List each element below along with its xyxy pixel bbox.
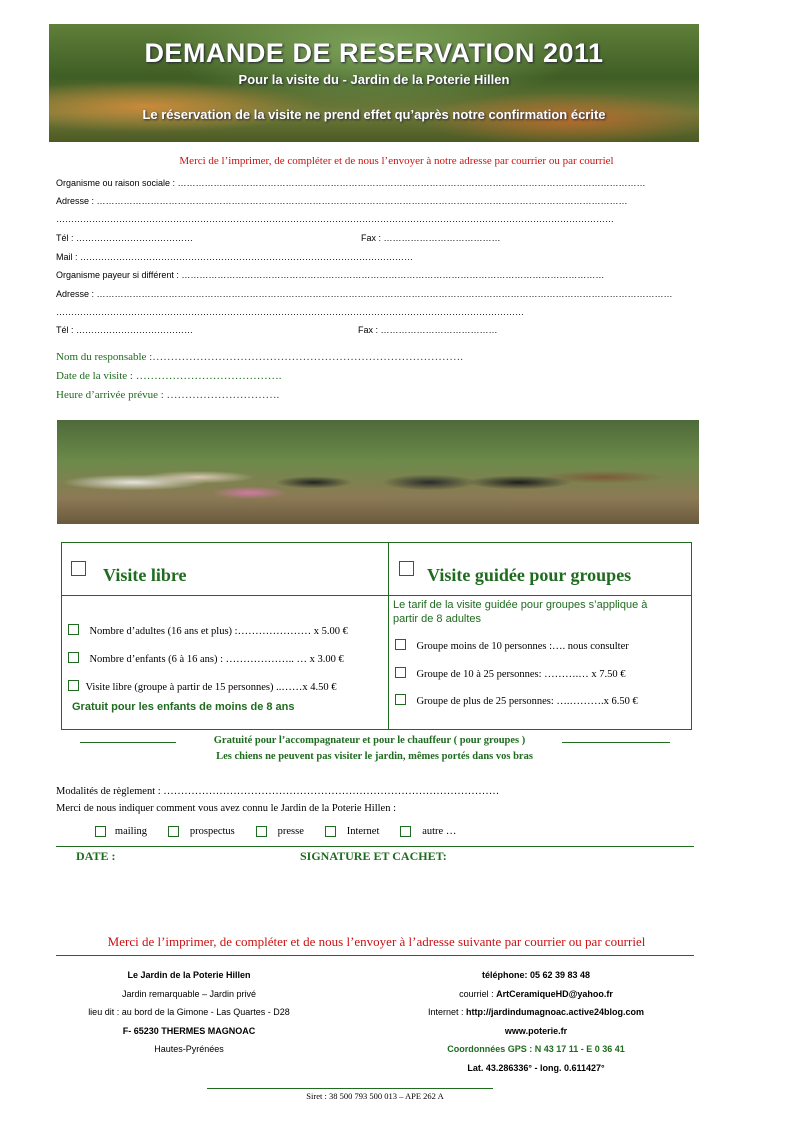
internet-checkbox[interactable] (325, 826, 336, 837)
date-visite-field[interactable]: Date de la visite : …………………………………. (56, 370, 282, 382)
enfants-label: Nombre d’enfants (6 à 16 ans) : ……………….. … x 3.00 € (89, 654, 344, 665)
address-name: Le Jardin de la Poterie Hillen (127, 970, 251, 980)
signature-divider (56, 846, 694, 847)
groupe-plus-25-row (395, 691, 638, 709)
confirmation-note: Le réservation de la visite ne prend effet qu’après notre confirmation écrite (142, 107, 606, 122)
visite-guidee-panel (388, 595, 692, 730)
latlong: Lat. 43.286336° - long. 0.611427° (467, 1062, 605, 1073)
mail-field[interactable]: Mail : ………………………………………………………………………………………………… (56, 252, 414, 262)
organisme-field[interactable]: Organisme ou raison sociale : ………………………………………………………………………………………………………………………………………… (56, 178, 646, 188)
groupe-libre-label: Visite libre (groupe à partir de 15 personnes) ..……x 4.50 € (85, 682, 337, 693)
enfants-row (68, 649, 344, 667)
adultes-label: Nombre d’adultes (16 ans et plus) :………………… x 5.00 € (89, 626, 348, 637)
address-line1: Jardin remarquable – Jardin privé (121, 988, 257, 999)
responsable-field[interactable]: Nom du responsable :…………………………………………………………………………. (56, 351, 463, 363)
visite-guidee-title: Visite guidée pour groupes (427, 565, 632, 585)
groupe-moins-10-checkbox[interactable] (395, 639, 406, 650)
visite-libre-checkbox[interactable] (71, 561, 86, 576)
visite-guidee-checkbox[interactable] (399, 561, 414, 576)
heure-field[interactable]: Heure d’arrivée prévue : …………………………. (56, 389, 280, 401)
payeur-adresse-line2-field[interactable]: ………………………………………………………………………………………………………………………………………… (56, 307, 524, 317)
visite-guidee-intro: Le tarif de la visite guidée pour groupes s’applique à partir de 8 adultes (393, 599, 648, 625)
gratuite-note: Gratuité pour l’accompagnateur et pour le chauffeur ( pour groupes ) (213, 735, 526, 746)
siret: Siret : 38 500 793 500 013 – APE 262 A (306, 1091, 444, 1101)
address-block (60, 966, 318, 1059)
groupe-10-25-label: Groupe de 10 à 25 personnes: ……….… x 7.50 € (416, 669, 626, 680)
visite-guidee-header (388, 542, 692, 596)
fax2-field[interactable]: Fax : ………………………………… (358, 325, 498, 335)
chiens-note: Les chiens ne peuvent pas visiter le jardin, mêmes portés dans vos bras (216, 751, 533, 762)
presse-label: presse (277, 826, 304, 837)
presse-checkbox[interactable] (256, 826, 267, 837)
contact-block (384, 966, 688, 1077)
autre-label: autre … (422, 826, 457, 837)
email-label: courriel : (459, 988, 497, 999)
instructions-bottom: Merci de l’imprimer, de compléter et de nous l’envoyer à l’adresse suivante par courrier ou par courriel (107, 934, 646, 949)
tel-field[interactable]: Tél : ………………………………… (56, 233, 194, 243)
sources-row (95, 825, 456, 837)
gps-value: N 43 17 11 - E 0 36 41 (534, 1044, 625, 1054)
header-banner (49, 24, 699, 142)
adultes-checkbox[interactable] (68, 624, 79, 635)
internet-label: Internet : (427, 1007, 466, 1017)
adultes-row (68, 621, 348, 639)
date-label: DATE : (76, 849, 116, 863)
groupe-plus-25-label: Groupe de plus de 25 personnes: ….……….x 6.50 € (416, 696, 638, 707)
page-title: DEMANDE DE RESERVATION 2011 (144, 38, 604, 68)
prospectus-label: prospectus (189, 826, 235, 837)
website-link[interactable]: http://jardindumagnoac.active24blog.com (466, 1007, 645, 1017)
tel2-field[interactable]: Tél : ………………………………… (56, 325, 194, 335)
connu-question: Merci de nous indiquer comment vous avez connu le Jardin de la Poterie Hillen : (56, 803, 396, 814)
autre-checkbox[interactable] (400, 826, 411, 837)
groupe-10-25-row (395, 664, 626, 682)
web-link[interactable]: www.poterie.fr (504, 1025, 568, 1036)
groupe-libre-row (68, 677, 336, 695)
payeur-field[interactable]: Organisme payeur si différent : …………………………………………………………………………………………………………………………… (56, 270, 605, 280)
signature-label: SIGNATURE ET CACHET: (300, 849, 447, 863)
groupe-moins-10-row (395, 636, 629, 654)
reglement-field[interactable]: Modalités de règlement : …………………………………………………………………………………… (56, 786, 500, 797)
gps-label: Coordonnées GPS : (447, 1044, 535, 1054)
internet-label: Internet (346, 826, 380, 837)
groupe-libre-checkbox[interactable] (68, 680, 79, 691)
contact-phone: téléphone: 05 62 39 83 48 (481, 970, 591, 980)
adresse-field[interactable]: Adresse : …………………………………………………………………………………………………………………………………………………………… (56, 196, 628, 206)
page-subtitle: Pour la visite du - Jardin de la Poterie Hillen (238, 72, 510, 87)
visite-libre-title: Visite libre (103, 565, 187, 585)
adresse-line2-field[interactable]: …………………………………………………………………………………………………………………………………………………………………… (56, 214, 614, 224)
fax-field[interactable]: Fax : ………………………………… (361, 233, 501, 243)
garden-visitors-photo (57, 420, 699, 524)
email-link[interactable]: ArtCeramiqueHD@yahoo.fr (496, 988, 613, 999)
groupe-10-25-checkbox[interactable] (395, 667, 406, 678)
prospectus-checkbox[interactable] (168, 826, 179, 837)
groupe-plus-25-checkbox[interactable] (395, 694, 406, 705)
mailing-label: mailing (114, 826, 148, 837)
address-line3: F- 65230 THERMES MAGNOAC (122, 1025, 256, 1036)
groupe-moins-10-label: Groupe moins de 10 personnes :…. nous consulter (416, 641, 629, 652)
address-line4: Hautes-Pyrénées (154, 1044, 224, 1054)
visite-libre-panel (61, 595, 389, 730)
siret-divider (207, 1088, 493, 1089)
instructions-top: Merci de l’imprimer, de compléter et de nous l’envoyer à notre adresse par courrier ou par courriel (179, 155, 614, 167)
gratuit-enfants: Gratuit pour les enfants de moins de 8 ans (72, 701, 295, 713)
mailing-checkbox[interactable] (95, 826, 106, 837)
visite-libre-header (61, 542, 389, 596)
enfants-checkbox[interactable] (68, 652, 79, 663)
payeur-adresse-field[interactable]: Adresse : ………………………………………………………………………………………………………………………………………………………………………… (56, 289, 673, 299)
address-line2: lieu dit : au bord de la Gimone - Las Quartes - D28 (88, 1007, 290, 1017)
address-divider (56, 955, 694, 956)
